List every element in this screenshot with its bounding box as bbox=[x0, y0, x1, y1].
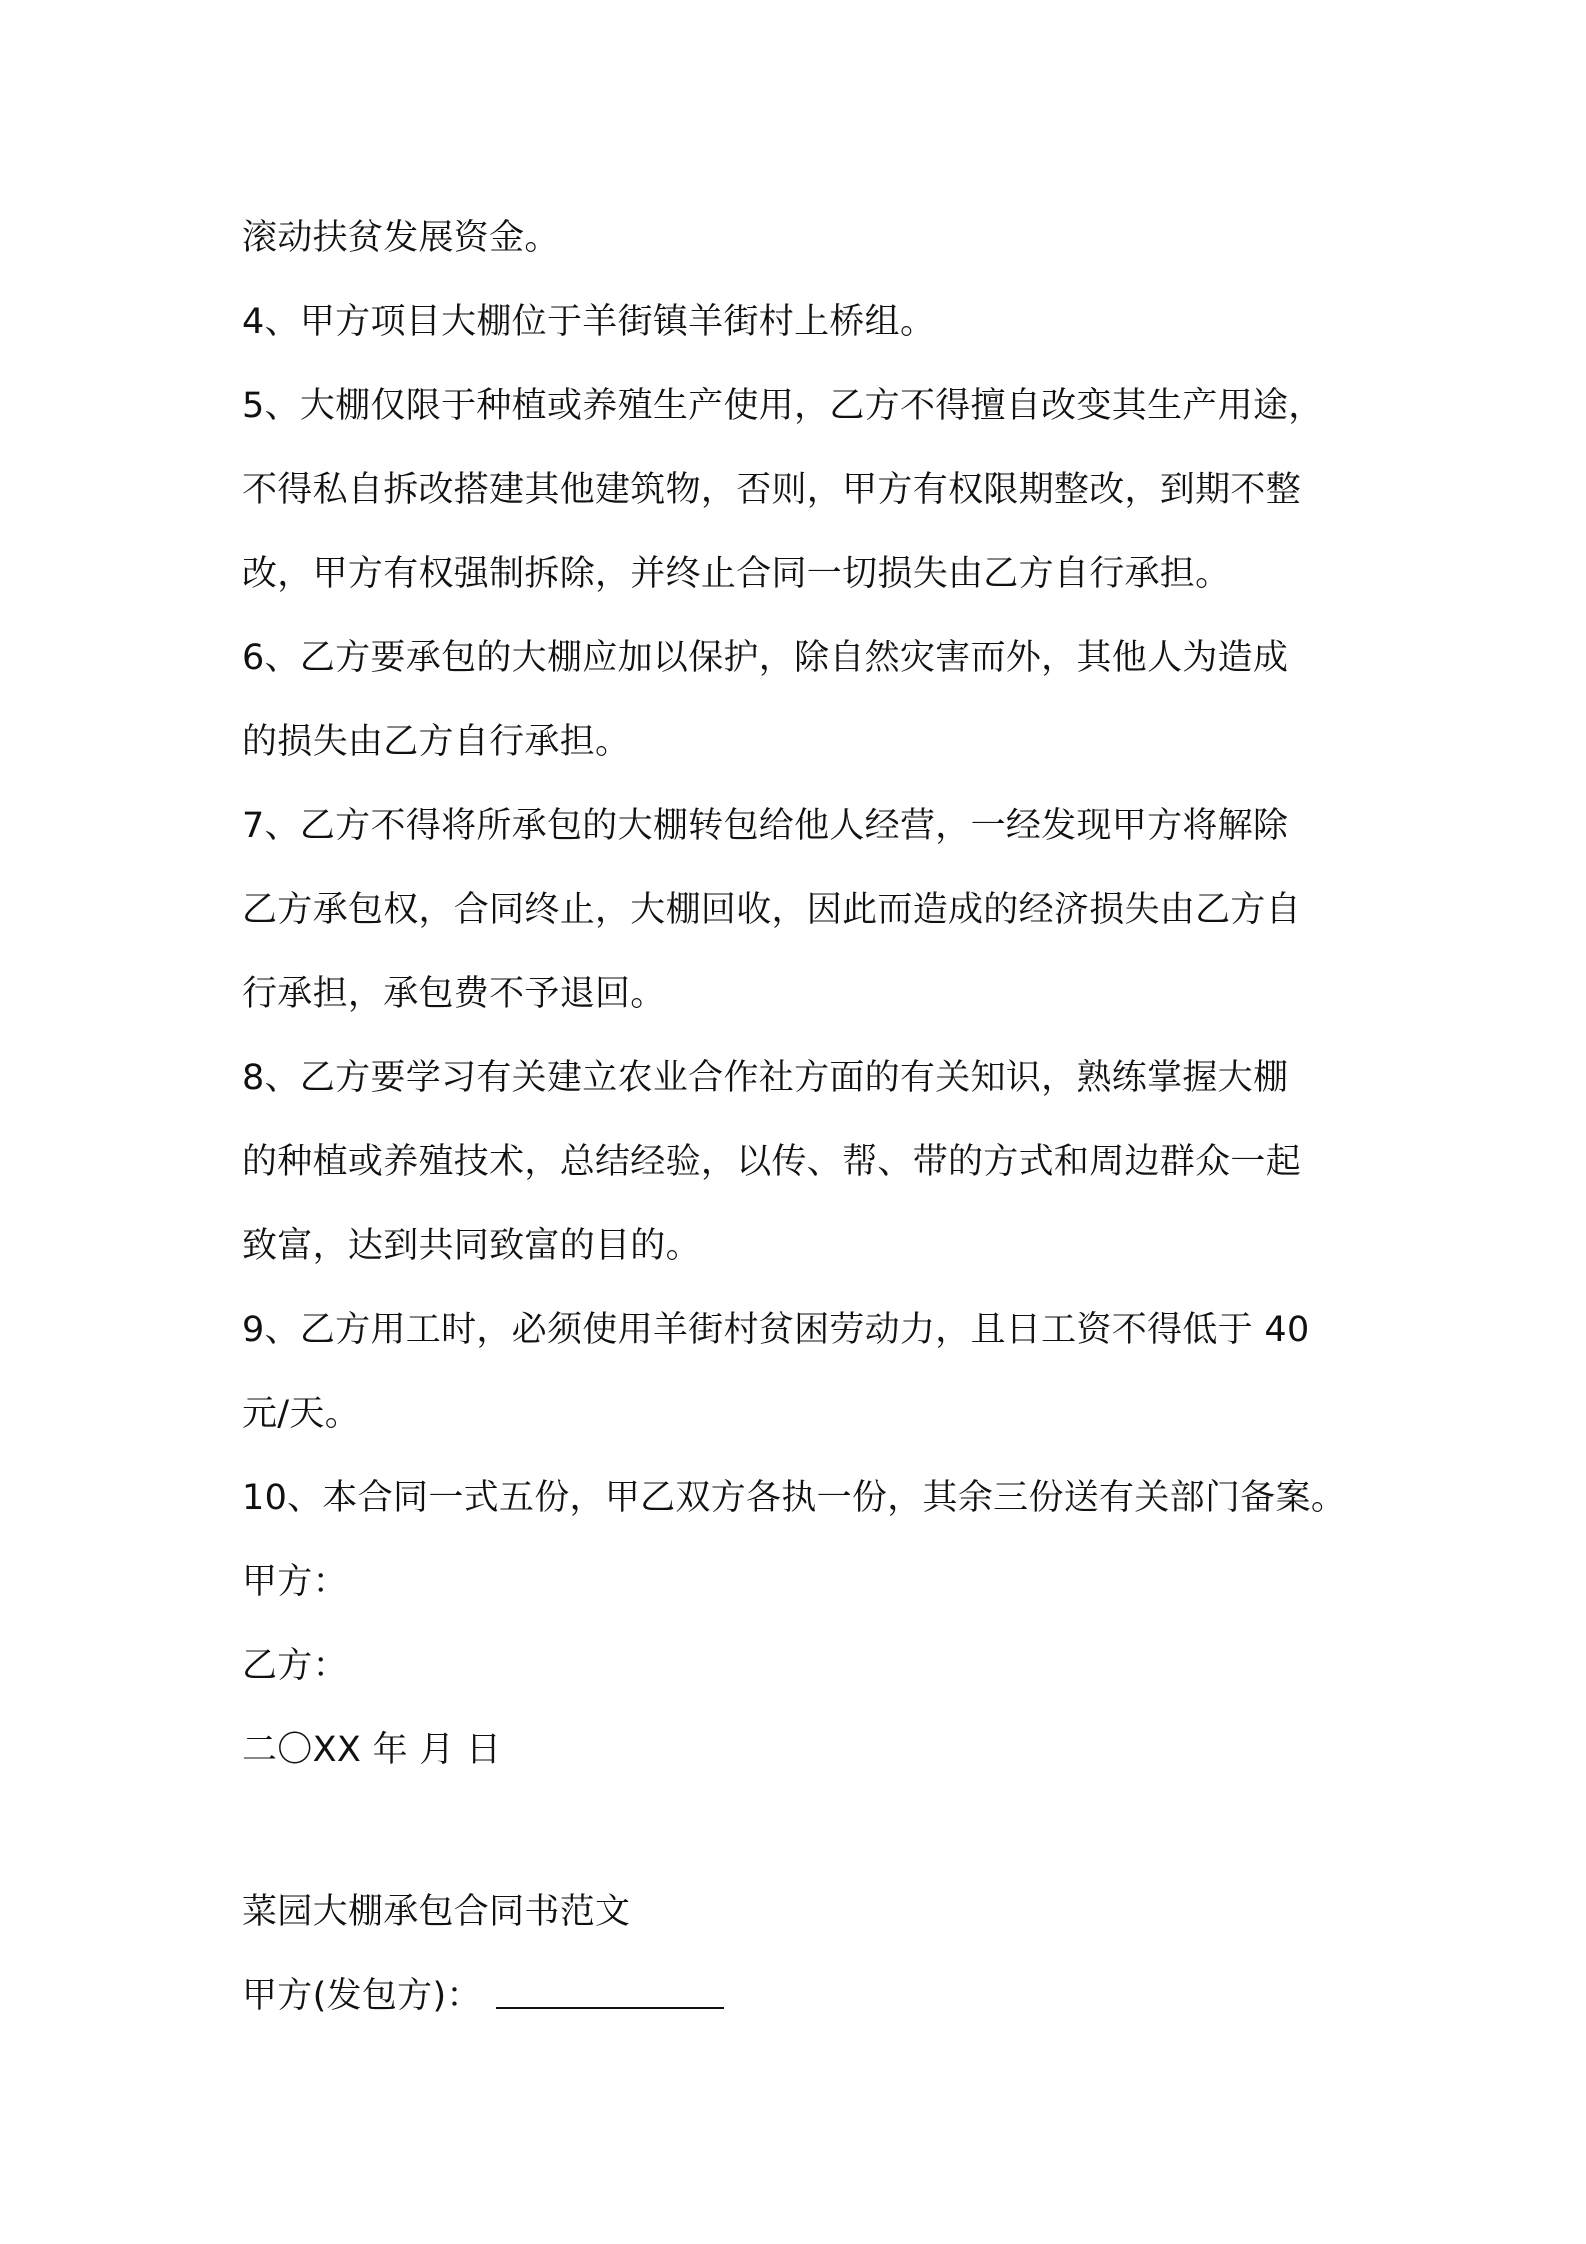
clause-8-line-2: 的种植或养殖技术，总结经验，以传、帮、带的方式和周边群众一起 bbox=[242, 1142, 1302, 1182]
clause-7-line-2: 乙方承包权，合同终止，大棚回收，因此而造成的经济损失由乙方自 bbox=[242, 890, 1302, 930]
text-line: 滚动扶贫发展资金。 bbox=[242, 218, 560, 258]
clause-10: 10、本合同一式五份，甲乙双方各执一份，其余三份送有关部门备案。 bbox=[242, 1478, 1347, 1518]
signature-date: 二〇XX 年 月 日 bbox=[242, 1730, 502, 1770]
clause-5-line-2: 不得私自拆改搭建其他建筑物，否则，甲方有权限期整改，到期不整 bbox=[242, 470, 1302, 510]
clause-5-line-1: 5、大棚仅限于种植或养殖生产使用，乙方不得擅自改变其生产用途， bbox=[242, 386, 1324, 426]
party-b-signature: 乙方： bbox=[242, 1646, 348, 1686]
document-body bbox=[242, 196, 1377, 2038]
section-gap bbox=[242, 1792, 1377, 1870]
party-a-label: 甲方(发包方)： bbox=[242, 1976, 482, 2016]
clause-5-line-3: 改，甲方有权强制拆除，并终止合同一切损失由乙方自行承担。 bbox=[242, 554, 1231, 594]
clause-7-line-1: 7、乙方不得将所承包的大棚转包给他人经营，一经发现甲方将解除 bbox=[242, 806, 1289, 846]
clause-8-line-3: 致富，达到共同致富的目的。 bbox=[242, 1226, 701, 1266]
party-a-blank bbox=[496, 2007, 724, 2009]
clause-6-line-2: 的损失由乙方自行承担。 bbox=[242, 722, 631, 762]
clause-7-line-3: 行承担，承包费不予退回。 bbox=[242, 974, 666, 1014]
clause-8-line-1: 8、乙方要学习有关建立农业合作社方面的有关知识，熟练掌握大棚 bbox=[242, 1058, 1289, 1098]
next-contract-title: 菜园大棚承包合同书范文 bbox=[242, 1892, 631, 1932]
clause-9-line-1: 9、乙方用工时，必须使用羊街村贫困劳动力，且日工资不得低于 40 bbox=[242, 1310, 1310, 1350]
party-a-line bbox=[242, 1954, 1377, 2038]
party-a-signature: 甲方： bbox=[242, 1562, 348, 1602]
clause-4: 4、甲方项目大棚位于羊街镇羊街村上桥组。 bbox=[242, 302, 936, 342]
clause-6-line-1: 6、乙方要承包的大棚应加以保护，除自然灾害而外，其他人为造成 bbox=[242, 638, 1289, 678]
clause-9-line-2: 元/天。 bbox=[242, 1394, 360, 1434]
